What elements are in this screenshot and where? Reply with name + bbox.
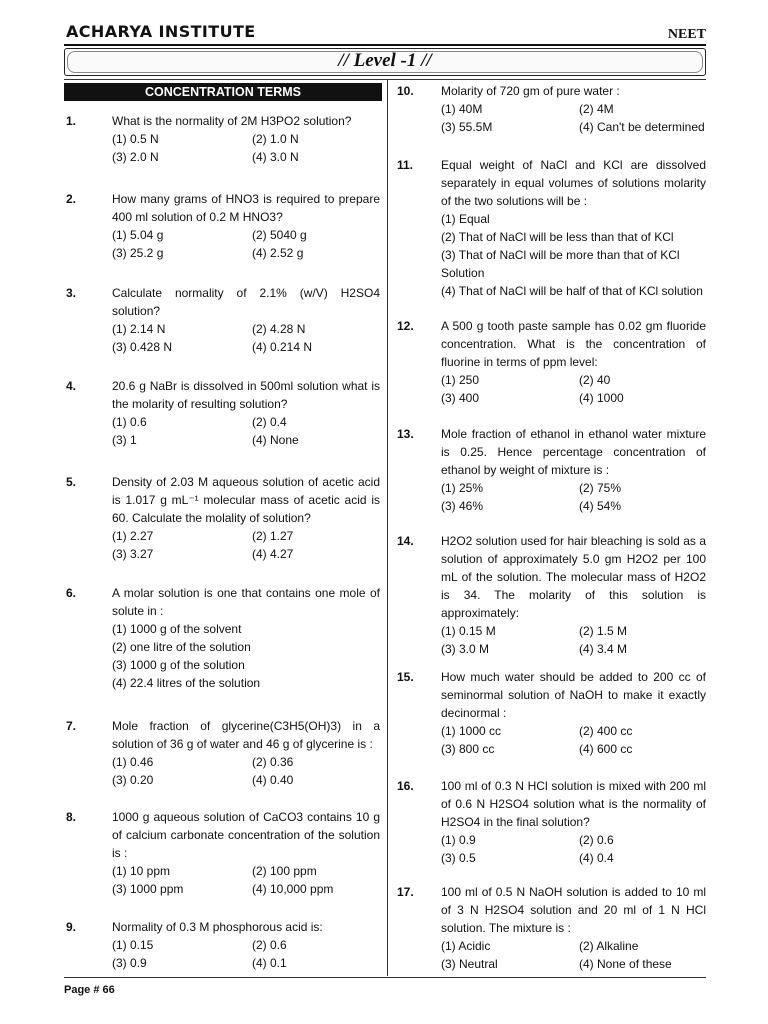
question-text: Mole fraction of ethanol in ethanol water mixture is 0.25. Hence percentage concentration of ethanol by weight of mixture is : <box>441 427 706 477</box>
question-text: How many grams of HNO3 is required to prepare 400 ml solution of 0.2 M HNO3? <box>112 192 380 224</box>
option: (4) 22.4 litres of the solution <box>112 676 261 690</box>
option: (2) 4M <box>579 102 614 116</box>
option: (4) 3.4 M <box>579 642 628 656</box>
option: (2) 40 <box>579 373 611 387</box>
option: (3) 1000 g of the solution <box>112 658 245 672</box>
option: (1) 0.46 <box>112 755 154 769</box>
option: (4) None of these <box>579 957 672 971</box>
page-number: Page # 66 <box>64 984 115 996</box>
question-number: 6. <box>66 586 77 600</box>
option: (3) 800 cc <box>441 742 495 756</box>
option: (3) 1000 ppm <box>112 882 184 896</box>
question-text: Calculate normality of 2.1% (w/V) H2SO4 solution? <box>112 286 380 318</box>
option: (2) 75% <box>579 481 622 495</box>
option: (4) That of NaCl will be half of that of KCl solution <box>441 284 703 298</box>
option: (4) 0.4 <box>579 851 614 865</box>
option: (3) Neutral <box>441 957 498 971</box>
option: (4) 0.1 <box>252 956 287 970</box>
option: (2) Alkaline <box>579 939 639 953</box>
option: (2) 4.28 N <box>252 322 306 336</box>
question-number: 3. <box>66 286 77 300</box>
question-number: 9. <box>66 920 77 934</box>
question-number: 8. <box>66 810 77 824</box>
option: (4) 54% <box>579 499 622 513</box>
question-number: 5. <box>66 475 77 489</box>
option: (3) 0.428 N <box>112 340 173 354</box>
option: (2) 0.4 <box>252 415 287 429</box>
question-text: 100 ml of 0.5 N NaOH solution is added to 10 ml of 3 N H2SO4 solution and 20 ml of 1 N HCl solution. The mixture is : <box>441 885 706 935</box>
option: (1) 0.6 <box>112 415 147 429</box>
question-text: Equal weight of NaCl and KCl are dissolved separately in equal volumes of solutions molarity of the two solutions will be : <box>441 158 706 208</box>
question-text: A molar solution is one that contains one mole of solute in : <box>112 586 380 618</box>
question-number: 7. <box>66 719 77 733</box>
option: (2) one litre of the solution <box>112 640 251 654</box>
option: (1) Acidic <box>441 939 491 953</box>
exam-name: NEET <box>667 27 706 42</box>
option: (3) 55.5M <box>441 120 493 134</box>
option: (4) 4.27 <box>252 547 294 561</box>
question-number: 10. <box>397 84 414 98</box>
question-text: 1000 g aqueous solution of CaCO3 contains 10 g of calcium carbonate concentration of the solution is : <box>112 810 380 860</box>
option: (4) 600 cc <box>579 742 633 756</box>
question-text: What is the normality of 2M H3PO2 solution? <box>112 114 352 128</box>
option: (1) 250 <box>441 373 480 387</box>
option: (4) 0.40 <box>252 773 294 787</box>
option: (1) 0.15 M <box>441 624 496 638</box>
option: (3) 0.9 <box>112 956 147 970</box>
institute-name: ACHARYA INSTITUTE <box>66 22 256 41</box>
option: (3) 1 <box>112 433 137 447</box>
option: (1) 10 ppm <box>112 864 171 878</box>
option: (1) 25% <box>441 481 484 495</box>
option: (1) 0.15 <box>112 938 154 952</box>
option: (3) That of NaCl will be more than that of KCl Solution <box>441 248 680 280</box>
option: (2) 0.6 <box>579 833 614 847</box>
question-text: 20.6 g NaBr is dissolved in 500ml solution what is the molarity of resulting solution? <box>112 379 380 411</box>
option: (2) 400 cc <box>579 724 633 738</box>
option: (3) 3.0 M <box>441 642 490 656</box>
banner-rule <box>64 79 706 80</box>
option: (4) 1000 <box>579 391 624 405</box>
question-text: Normality of 0.3 M phosphorous acid is: <box>112 920 323 934</box>
option: (4) 10,000 ppm <box>252 882 334 896</box>
option: (3) 400 <box>441 391 480 405</box>
option: (1) Equal <box>441 212 490 226</box>
option: (2) 1.5 M <box>579 624 628 638</box>
option: (3) 0.20 <box>112 773 154 787</box>
question-number: 13. <box>397 427 414 441</box>
option: (1) 40M <box>441 102 483 116</box>
question-number: 14. <box>397 534 414 548</box>
option: (1) 2.27 <box>112 529 154 543</box>
level-banner <box>64 48 706 76</box>
question-text: 100 ml of 0.3 N HCl solution is mixed with 200 ml of 0.6 N H2SO4 solution what is the normality of H2SO4 in the final solution? <box>441 779 706 829</box>
option: (1) 5.04 g <box>112 228 164 242</box>
option: (3) 0.5 <box>441 851 476 865</box>
option: (2) 1.0 N <box>252 132 299 146</box>
option: (3) 2.0 N <box>112 150 159 164</box>
option: (3) 25.2 g <box>112 246 164 260</box>
option: (1) 2.14 N <box>112 322 166 336</box>
header-rule <box>64 44 706 46</box>
option: (4) 2.52 g <box>252 246 304 260</box>
option: (3) 3.27 <box>112 547 154 561</box>
option: (2) 1.27 <box>252 529 294 543</box>
question-text: How much water should be added to 200 cc of seminormal solution of NaOH to make it exactly decinormal : <box>441 670 706 720</box>
option: (4) 0.214 N <box>252 340 313 354</box>
question-number: 2. <box>66 192 77 206</box>
option: (2) 5040 g <box>252 228 307 242</box>
question-number: 4. <box>66 379 77 393</box>
option: (2) 100 ppm <box>252 864 317 878</box>
option: (2) 0.36 <box>252 755 294 769</box>
option: (2) 0.6 <box>252 938 287 952</box>
question-number: 12. <box>397 319 414 333</box>
option: (4) None <box>252 433 299 447</box>
option: (1) 1000 cc <box>441 724 502 738</box>
question-number: 15. <box>397 670 414 684</box>
option: (4) 3.0 N <box>252 150 299 164</box>
option: (1) 1000 g of the solvent <box>112 622 242 636</box>
question-number: 11. <box>397 158 414 172</box>
footer-rule <box>64 977 706 978</box>
question-number: 1. <box>66 114 77 128</box>
question-text: A 500 g tooth paste sample has 0.02 gm fluoride concentration. What is the concentration of fluorine in terms of ppm level: <box>441 319 706 369</box>
question-text: Mole fraction of glycerine(C3H5(OH)3) in a solution of 36 g of water and 46 g of glycerine is : <box>112 719 380 751</box>
question-number: 16. <box>397 779 414 793</box>
option: (1) 0.9 <box>441 833 476 847</box>
option: (3) 46% <box>441 499 484 513</box>
section-title: CONCENTRATION TERMS <box>64 83 382 101</box>
question-number: 17. <box>397 885 414 899</box>
column-divider <box>387 80 388 976</box>
option: (4) Can't be determined <box>579 120 705 134</box>
option: (2) That of NaCl will be less than that of KCl <box>441 230 674 244</box>
option: (1) 0.5 N <box>112 132 159 146</box>
question-text: Molarity of 720 gm of pure water : <box>441 84 620 98</box>
question-text: H2O2 solution used for hair bleaching is sold as a solution of approximately 5.0 gm H2O2 per 100 mL of the solution. The molecular mass of H2O2 is 34. The molarity of this solution is approximately: <box>441 534 706 620</box>
level-title: // Level -1 // <box>338 50 432 71</box>
question-text: Density of 2.03 M aqueous solution of acetic acid is 1.017 g mL⁻¹ molecular mass of acetic acid is 60. Calculate the molality of solution? <box>112 475 380 525</box>
